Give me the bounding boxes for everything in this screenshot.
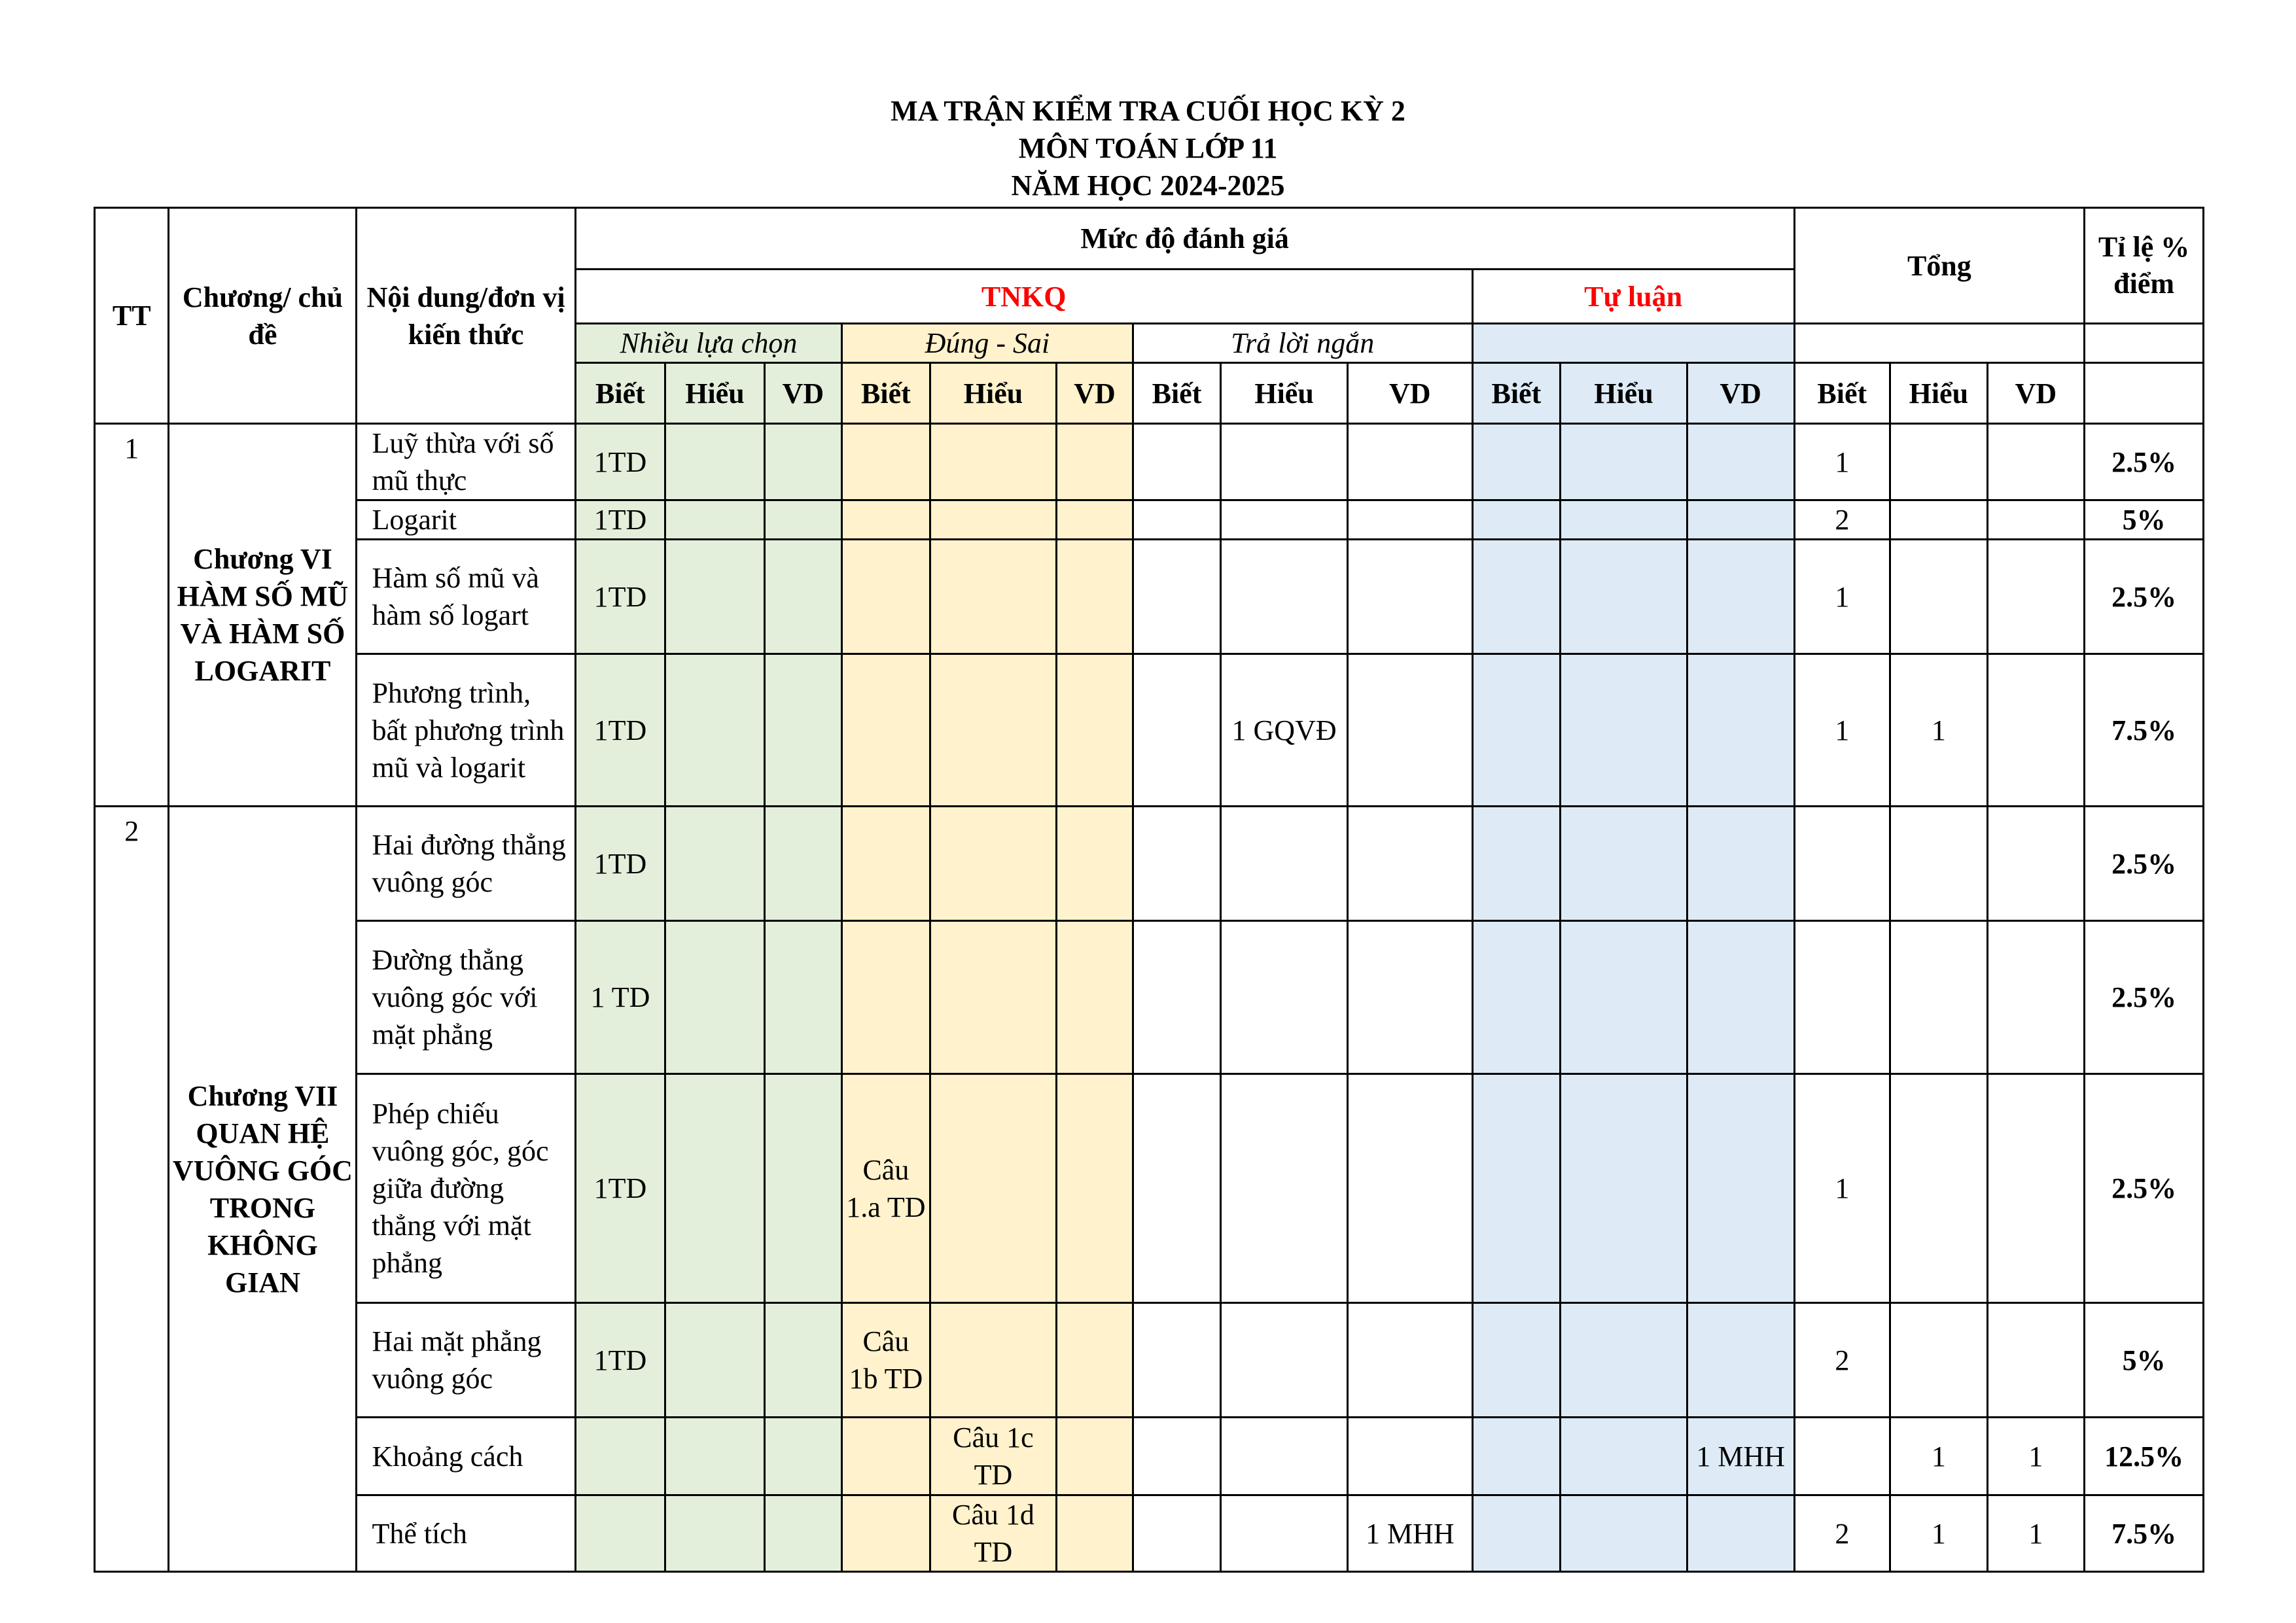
matrix-cell xyxy=(764,500,841,540)
content-unit: Hàm số mũ và hàm số logart xyxy=(357,540,575,654)
matrix-cell: 1 xyxy=(1890,654,1988,807)
matrix-cell: 1 xyxy=(1794,424,1890,500)
matrix-cell xyxy=(665,424,765,500)
matrix-cell xyxy=(1890,807,1988,921)
matrix-cell xyxy=(1890,500,1988,540)
level-apply: VD xyxy=(1347,363,1472,424)
matrix-cell: Câu 1b TD xyxy=(842,1303,930,1418)
matrix-cell xyxy=(764,540,841,654)
matrix-cell xyxy=(1133,1074,1220,1303)
matrix-cell: 2 xyxy=(1794,1303,1890,1418)
matrix-cell xyxy=(1687,654,1794,807)
matrix-cell xyxy=(1687,921,1794,1074)
matrix-cell xyxy=(1987,500,2085,540)
level-apply: VD xyxy=(1687,363,1794,424)
matrix-cell xyxy=(1347,424,1472,500)
matrix-cell: 1TD xyxy=(575,807,665,921)
matrix-cell xyxy=(1221,1495,1348,1572)
matrix-cell xyxy=(1133,1495,1220,1572)
matrix-cell xyxy=(1987,1303,2085,1418)
level-understand: Hiểu xyxy=(665,363,765,424)
matrix-cell xyxy=(1347,1074,1472,1303)
matrix-cell xyxy=(764,1303,841,1418)
matrix-cell xyxy=(1472,1495,1560,1572)
header-essay: Tự luận xyxy=(1472,270,1794,324)
matrix-cell xyxy=(1987,807,2085,921)
matrix-cell xyxy=(1347,654,1472,807)
matrix-cell xyxy=(1794,921,1890,1074)
matrix-cell xyxy=(575,1418,665,1495)
matrix-cell: 2 xyxy=(1794,1495,1890,1572)
level-know: Biết xyxy=(1794,363,1890,424)
matrix-cell xyxy=(665,807,765,921)
table-row xyxy=(95,424,2204,500)
ratio-percent: 2.5% xyxy=(2085,1074,2204,1303)
matrix-cell xyxy=(842,540,930,654)
matrix-cell xyxy=(1133,921,1220,1074)
matrix-cell xyxy=(1133,1418,1220,1495)
matrix-cell xyxy=(1561,921,1687,1074)
matrix-cell xyxy=(1987,654,2085,807)
matrix-cell: 1 GQVĐ xyxy=(1221,654,1348,807)
matrix-cell xyxy=(1687,500,1794,540)
matrix-cell xyxy=(665,1303,765,1418)
matrix-cell xyxy=(1561,1074,1687,1303)
matrix-cell xyxy=(764,1074,841,1303)
title-line-1: MA TRẬN KIỂM TRA CUỐI HỌC KỲ 2 xyxy=(891,95,1405,127)
matrix-cell xyxy=(1472,424,1560,500)
level-understand: Hiểu xyxy=(1561,363,1687,424)
matrix-cell xyxy=(764,1418,841,1495)
matrix-cell xyxy=(1347,807,1472,921)
matrix-cell: 1 MHH xyxy=(1687,1418,1794,1495)
chapter-name: Chương VI HÀM SỐ MŨ VÀ HÀM SỐ LOGARIT xyxy=(169,424,357,807)
matrix-cell: 1 MHH xyxy=(1347,1495,1472,1572)
matrix-cell: 1TD xyxy=(575,654,665,807)
matrix-cell: Câu 1c TD xyxy=(930,1418,1057,1495)
matrix-cell xyxy=(1347,500,1472,540)
chapter-number: 2 xyxy=(95,807,169,1572)
matrix-cell xyxy=(665,1074,765,1303)
matrix-cell xyxy=(1057,654,1133,807)
matrix-cell xyxy=(1347,1418,1472,1495)
matrix-cell xyxy=(842,1495,930,1572)
matrix-cell xyxy=(1057,1495,1133,1572)
matrix-cell xyxy=(1221,807,1348,921)
matrix-cell xyxy=(1561,1495,1687,1572)
matrix-cell xyxy=(1794,1418,1890,1495)
matrix-cell: 1TD xyxy=(575,424,665,500)
content-unit: Khoảng cách xyxy=(357,1418,575,1495)
header-content: Nội dung/đơn vị kiến thức xyxy=(357,208,575,424)
matrix-cell xyxy=(1472,1418,1560,1495)
matrix-cell xyxy=(1057,500,1133,540)
header-ratio-blank xyxy=(2085,324,2204,363)
header-chapter: Chương/ chủ đề xyxy=(169,208,357,424)
level-ratio-blank xyxy=(2085,363,2204,424)
matrix-cell xyxy=(1057,540,1133,654)
matrix-cell xyxy=(1687,1074,1794,1303)
matrix-cell xyxy=(665,654,765,807)
matrix-cell xyxy=(1561,654,1687,807)
level-apply: VD xyxy=(1987,363,2085,424)
matrix-cell xyxy=(1561,1418,1687,1495)
matrix-cell xyxy=(1794,807,1890,921)
matrix-cell xyxy=(1890,1074,1988,1303)
matrix-cell xyxy=(1347,1303,1472,1418)
matrix-cell: 1 xyxy=(1987,1418,2085,1495)
ratio-percent: 2.5% xyxy=(2085,921,2204,1074)
table-row xyxy=(95,921,2204,1074)
ratio-percent: 5% xyxy=(2085,500,2204,540)
matrix-cell xyxy=(842,654,930,807)
level-know: Biết xyxy=(842,363,930,424)
matrix-cell xyxy=(1472,921,1560,1074)
level-know: Biết xyxy=(575,363,665,424)
header-mcq: Nhiều lựa chọn xyxy=(575,324,841,363)
table-row xyxy=(95,500,2204,540)
matrix-cell xyxy=(764,807,841,921)
matrix-cell xyxy=(1221,1303,1348,1418)
chapter-name: Chương VII QUAN HỆ VUÔNG GÓC TRONG KHÔNG GIAN xyxy=(169,807,357,1572)
ratio-percent: 2.5% xyxy=(2085,424,2204,500)
matrix-cell xyxy=(1687,424,1794,500)
matrix-cell xyxy=(842,424,930,500)
matrix-cell xyxy=(930,921,1057,1074)
matrix-cell xyxy=(1133,424,1220,500)
header-essay-blank xyxy=(1472,324,1794,363)
matrix-cell xyxy=(930,424,1057,500)
matrix-cell xyxy=(1987,1074,2085,1303)
matrix-cell xyxy=(764,1495,841,1572)
matrix-cell: 1 TD xyxy=(575,921,665,1074)
matrix-cell: 1 xyxy=(1794,1074,1890,1303)
matrix-cell xyxy=(764,654,841,807)
matrix-cell xyxy=(1057,1418,1133,1495)
matrix-cell xyxy=(1221,1074,1348,1303)
matrix-cell xyxy=(665,540,765,654)
title-line-3: NĂM HỌC 2024-2025 xyxy=(1011,169,1285,201)
matrix-cell xyxy=(1057,1074,1133,1303)
matrix-cell xyxy=(930,807,1057,921)
table-row xyxy=(95,540,2204,654)
level-know: Biết xyxy=(1472,363,1560,424)
matrix-cell xyxy=(842,921,930,1074)
header-short-answer: Trả lời ngắn xyxy=(1133,324,1472,363)
matrix-cell: Câu 1.a TD xyxy=(842,1074,930,1303)
matrix-cell xyxy=(930,654,1057,807)
matrix-cell xyxy=(1221,500,1348,540)
matrix-cell: Câu 1d TD xyxy=(930,1495,1057,1572)
matrix-cell: 1 xyxy=(1890,1495,1988,1572)
matrix-cell xyxy=(1890,921,1988,1074)
content-unit: Logarit xyxy=(357,500,575,540)
level-apply: VD xyxy=(1057,363,1133,424)
matrix-cell xyxy=(764,921,841,1074)
matrix-cell xyxy=(1561,500,1687,540)
matrix-cell xyxy=(1133,500,1220,540)
content-unit: Hai đường thẳng vuông góc xyxy=(357,807,575,921)
level-understand: Hiểu xyxy=(1890,363,1988,424)
table-row xyxy=(95,1303,2204,1418)
header-total-blank xyxy=(1794,324,2085,363)
matrix-cell xyxy=(842,500,930,540)
matrix-cell xyxy=(1221,424,1348,500)
matrix-cell xyxy=(575,1495,665,1572)
matrix-cell: 1TD xyxy=(575,1303,665,1418)
matrix-cell xyxy=(1057,807,1133,921)
ratio-percent: 2.5% xyxy=(2085,540,2204,654)
matrix-cell xyxy=(1133,654,1220,807)
matrix-cell xyxy=(1472,807,1560,921)
matrix-cell xyxy=(930,500,1057,540)
matrix-cell xyxy=(1890,540,1988,654)
content-unit: Hai mặt phẳng vuông góc xyxy=(357,1303,575,1418)
level-apply: VD xyxy=(764,363,841,424)
matrix-cell xyxy=(1057,424,1133,500)
level-understand: Hiểu xyxy=(1221,363,1348,424)
matrix-cell xyxy=(1472,500,1560,540)
matrix-cell xyxy=(1561,540,1687,654)
matrix-cell xyxy=(1057,1303,1133,1418)
matrix-cell xyxy=(665,1495,765,1572)
matrix-cell xyxy=(1221,1418,1348,1495)
matrix-cell xyxy=(1987,424,2085,500)
header-ratio: Tỉ lệ % điểm xyxy=(2085,208,2204,324)
ratio-percent: 7.5% xyxy=(2085,1495,2204,1572)
matrix-cell xyxy=(1987,921,2085,1074)
ratio-percent: 12.5% xyxy=(2085,1418,2204,1495)
matrix-cell xyxy=(1221,921,1348,1074)
assessment-matrix-table xyxy=(94,207,2204,1573)
ratio-percent: 2.5% xyxy=(2085,807,2204,921)
content-unit: Thể tích xyxy=(357,1495,575,1572)
matrix-cell xyxy=(665,500,765,540)
table-row xyxy=(95,1495,2204,1572)
ratio-percent: 5% xyxy=(2085,1303,2204,1418)
matrix-cell xyxy=(1133,540,1220,654)
header-assessment-level: Mức độ đánh giá xyxy=(575,208,1794,270)
matrix-cell xyxy=(1347,921,1472,1074)
matrix-cell xyxy=(1687,1303,1794,1418)
matrix-cell xyxy=(842,807,930,921)
header-tnkq: TNKQ xyxy=(575,270,1472,324)
matrix-cell xyxy=(665,1418,765,1495)
ratio-percent: 7.5% xyxy=(2085,654,2204,807)
table-row xyxy=(95,1418,2204,1495)
matrix-cell: 1 xyxy=(1890,1418,1988,1495)
matrix-cell xyxy=(1687,540,1794,654)
matrix-cell xyxy=(1133,1303,1220,1418)
matrix-cell: 1TD xyxy=(575,1074,665,1303)
matrix-cell xyxy=(930,540,1057,654)
matrix-cell xyxy=(1221,540,1348,654)
chapter-number: 1 xyxy=(95,424,169,807)
matrix-cell: 1 xyxy=(1794,540,1890,654)
matrix-cell xyxy=(764,424,841,500)
matrix-cell: 1TD xyxy=(575,500,665,540)
table-row xyxy=(95,1074,2204,1303)
matrix-cell xyxy=(1561,1303,1687,1418)
content-unit: Phép chiếu vuông góc, góc giữa đường thẳng với mặt phẳng xyxy=(357,1074,575,1303)
matrix-cell xyxy=(1133,807,1220,921)
matrix-cell xyxy=(665,921,765,1074)
matrix-cell xyxy=(1057,921,1133,1074)
matrix-cell xyxy=(930,1074,1057,1303)
content-unit: Luỹ thừa với số mũ thực xyxy=(357,424,575,500)
level-understand: Hiểu xyxy=(930,363,1057,424)
matrix-cell xyxy=(1561,424,1687,500)
matrix-cell xyxy=(842,1418,930,1495)
table-row xyxy=(95,654,2204,807)
matrix-cell xyxy=(1561,807,1687,921)
content-unit: Đường thẳng vuông góc với mặt phẳng xyxy=(357,921,575,1074)
header-tt: TT xyxy=(95,208,169,424)
matrix-cell xyxy=(1890,424,1988,500)
matrix-cell xyxy=(1472,654,1560,807)
matrix-cell xyxy=(930,1303,1057,1418)
table-row xyxy=(95,807,2204,921)
header-total: Tổng xyxy=(1794,208,2085,324)
title-line-2: MÔN TOÁN LỚP 11 xyxy=(1018,132,1278,164)
matrix-cell xyxy=(1687,1495,1794,1572)
matrix-cell: 1 xyxy=(1987,1495,2085,1572)
matrix-cell xyxy=(1890,1303,1988,1418)
matrix-cell: 2 xyxy=(1794,500,1890,540)
header-truefalse: Đúng - Sai xyxy=(842,324,1133,363)
matrix-cell: 1TD xyxy=(575,540,665,654)
matrix-cell xyxy=(1472,1303,1560,1418)
level-know: Biết xyxy=(1133,363,1220,424)
content-unit: Phương trình, bất phương trình mũ và logarit xyxy=(357,654,575,807)
matrix-cell xyxy=(1472,1074,1560,1303)
matrix-cell xyxy=(1987,540,2085,654)
matrix-cell xyxy=(1347,540,1472,654)
matrix-cell xyxy=(1687,807,1794,921)
matrix-cell: 1 xyxy=(1794,654,1890,807)
matrix-cell xyxy=(1472,540,1560,654)
